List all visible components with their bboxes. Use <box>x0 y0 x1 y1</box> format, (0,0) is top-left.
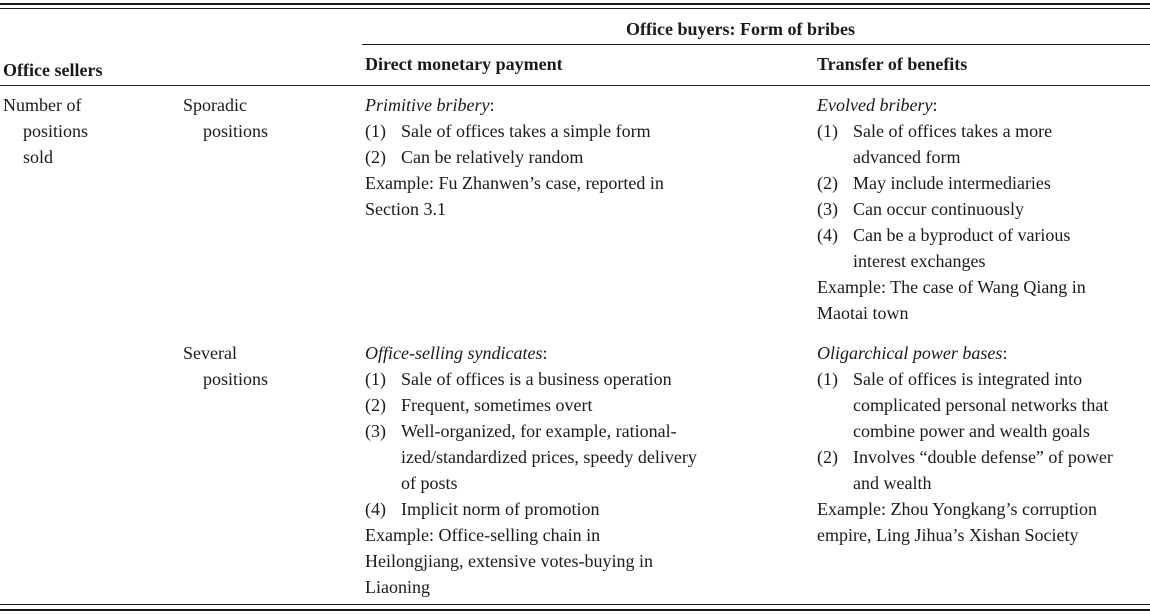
example-line: Example: Fu Zhanwen’s case, reported in <box>365 173 664 193</box>
example-line: Maotai town <box>817 303 909 323</box>
cell-title-oligarchical-power-bases: Oligarchical power bases: <box>817 343 1008 363</box>
column-header-transfer: Transfer of benefits <box>817 54 968 74</box>
example-line: Section 3.1 <box>365 199 446 219</box>
row-header: Office sellers <box>3 60 103 80</box>
top-rule-1 <box>0 3 1150 5</box>
cell-title-primitive-bribery: Primitive bribery: <box>365 95 495 115</box>
several-label-line-1: Several <box>183 343 237 363</box>
group-header: Office buyers: Form of bribes <box>626 19 855 39</box>
row-label-line-2: positions <box>23 121 89 141</box>
example-line: Example: Office-selling chain in <box>365 525 601 545</box>
cell-title-office-selling-syndicates: Office-selling syndicates: <box>365 343 548 363</box>
example-line: Example: Zhou Yongkang’s corruption <box>817 499 1097 519</box>
row-label-line-3: sold <box>23 147 54 167</box>
bottom-rule-2 <box>0 609 1150 611</box>
example-line: Liaoning <box>365 577 430 597</box>
several-label-line-2: positions <box>203 369 269 389</box>
cell-title-evolved-bribery: Evolved bribery: <box>817 95 938 115</box>
bottom-rule-1 <box>0 604 1150 605</box>
example-line: empire, Ling Jihua’s Xishan Society <box>817 525 1079 545</box>
example-line: Heilongjiang, extensive votes-buying in <box>365 551 653 571</box>
example-line: Example: The case of Wang Qiang in <box>817 277 1086 297</box>
column-header-direct: Direct monetary payment <box>365 54 563 74</box>
group-underline <box>362 44 1150 45</box>
sporadic-label-line-2: positions <box>203 121 269 141</box>
row-label-line-1: Number of <box>3 95 82 115</box>
header-bottom-rule <box>0 85 1150 86</box>
top-rule-2 <box>0 8 1150 9</box>
sporadic-label-line-1: Sporadic <box>183 95 247 115</box>
